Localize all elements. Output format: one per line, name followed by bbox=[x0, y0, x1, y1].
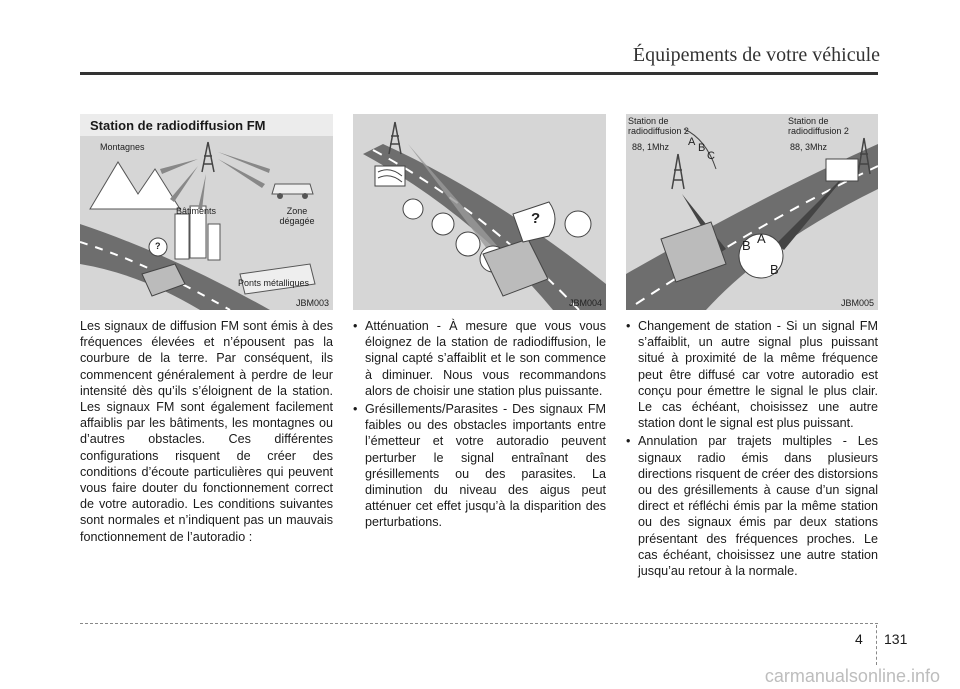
header-rule bbox=[80, 72, 878, 75]
question-mark: ? bbox=[531, 210, 541, 227]
page-number: 131 bbox=[884, 631, 908, 647]
figure-code: JBM003 bbox=[295, 298, 329, 308]
figure-title: Station de radiodiffusion FM bbox=[90, 118, 266, 133]
page-header-title: Équipements de votre véhicule bbox=[632, 44, 880, 66]
bullet-station-change: • Changement de station - Si un signal FM s’affaiblit, un autre signal plus puissant situé à proximité de la même fréquence peut être diffusé car votre autoradio est conçu pour émettre le signal le plus clair. Le cas échéant, choisissez une autre station dont le signal est plus puissant. bbox=[626, 318, 878, 431]
letter-b: B bbox=[698, 142, 706, 154]
letter-c: C bbox=[707, 150, 715, 162]
figure-fm-station bbox=[80, 114, 333, 310]
bullet-attenuation: • Atténuation - À mesure que vous vous éloignez de la station de radiodiffusion, le signal capté s’affaiblit et le son commence à diminuer. Nous vous recommandons alors de choisir une station plus puissante. bbox=[353, 318, 606, 399]
letter-a: A bbox=[757, 231, 766, 246]
page-divider bbox=[876, 625, 877, 665]
figure-attenuation bbox=[353, 114, 606, 310]
column-2 bbox=[353, 318, 606, 533]
figure-station-change bbox=[626, 114, 878, 310]
figure-code: JBM005 bbox=[840, 298, 874, 308]
watermark: carmanualsonline.info bbox=[764, 666, 940, 686]
figure-attenuation-illustration bbox=[353, 114, 606, 310]
letter-b: B bbox=[742, 238, 751, 253]
column-3 bbox=[626, 318, 878, 581]
label-open-zone: Zone dégagée bbox=[279, 206, 315, 226]
letter-a: A bbox=[688, 136, 696, 148]
question-mark: ? bbox=[155, 241, 161, 251]
footer-rule bbox=[80, 623, 878, 624]
intro-paragraph: Les signaux de diffusion FM sont émis à des fréquences élevées et n’épousent pas la courbure de la terre. Par conséquent, ils commencent généralement à perdre de leur intensité dès qu’ils s’éloignent de la station. Les signaux FM sont également facilement affaiblis par les bâtiments, les montagnes ou d’autres obstacles. Ces différentes configurations risquent de créer des conditions d’écoute particulières qui peuvent vous faire douter du fonctionnement correct de votre autoradio. Les conditions suivantes sont normales et n’indiquent pas un mauvais fonctionnement de l’autoradio : bbox=[80, 319, 333, 544]
freq-right: 88, 3Mhz bbox=[790, 142, 828, 152]
figure-code: JBM004 bbox=[568, 298, 602, 308]
label-buildings: Bâtiments bbox=[176, 206, 217, 216]
station-right-label: Station de radiodiffusion 2 bbox=[788, 116, 849, 136]
station-left-label: Station de radiodiffusion 2 bbox=[628, 116, 689, 136]
bullet-multipath: • Annulation par trajets multiples - Les signaux radio émis dans plusieurs directions risquent de créer des distorsions ou des grésillements à cause d’un signal direct et réfléchi émis par la même station ou des signaux émis par deux stations présentant des fréquences proches. Le cas échéant, choisissez une autre station jusqu’au retour à la normale. bbox=[626, 433, 878, 579]
label-mountains: Montagnes bbox=[100, 142, 145, 152]
freq-left: 88, 1Mhz bbox=[632, 142, 670, 152]
chapter-number: 4 bbox=[855, 631, 863, 647]
column-1 bbox=[80, 318, 333, 545]
bullet-static: • Grésillements/Parasites - Des signaux FM faibles ou des obstacles importants entre l’émetteur et votre autoradio peuvent perturber le signal entraînant des grésillements ou des parasites. La diminution du niveau des aigus peut atténuer cet effet jusqu’à la disparition des perturbations. bbox=[353, 401, 606, 531]
label-bridges: Ponts métalliques bbox=[238, 278, 310, 288]
letter-b: B bbox=[770, 262, 779, 277]
